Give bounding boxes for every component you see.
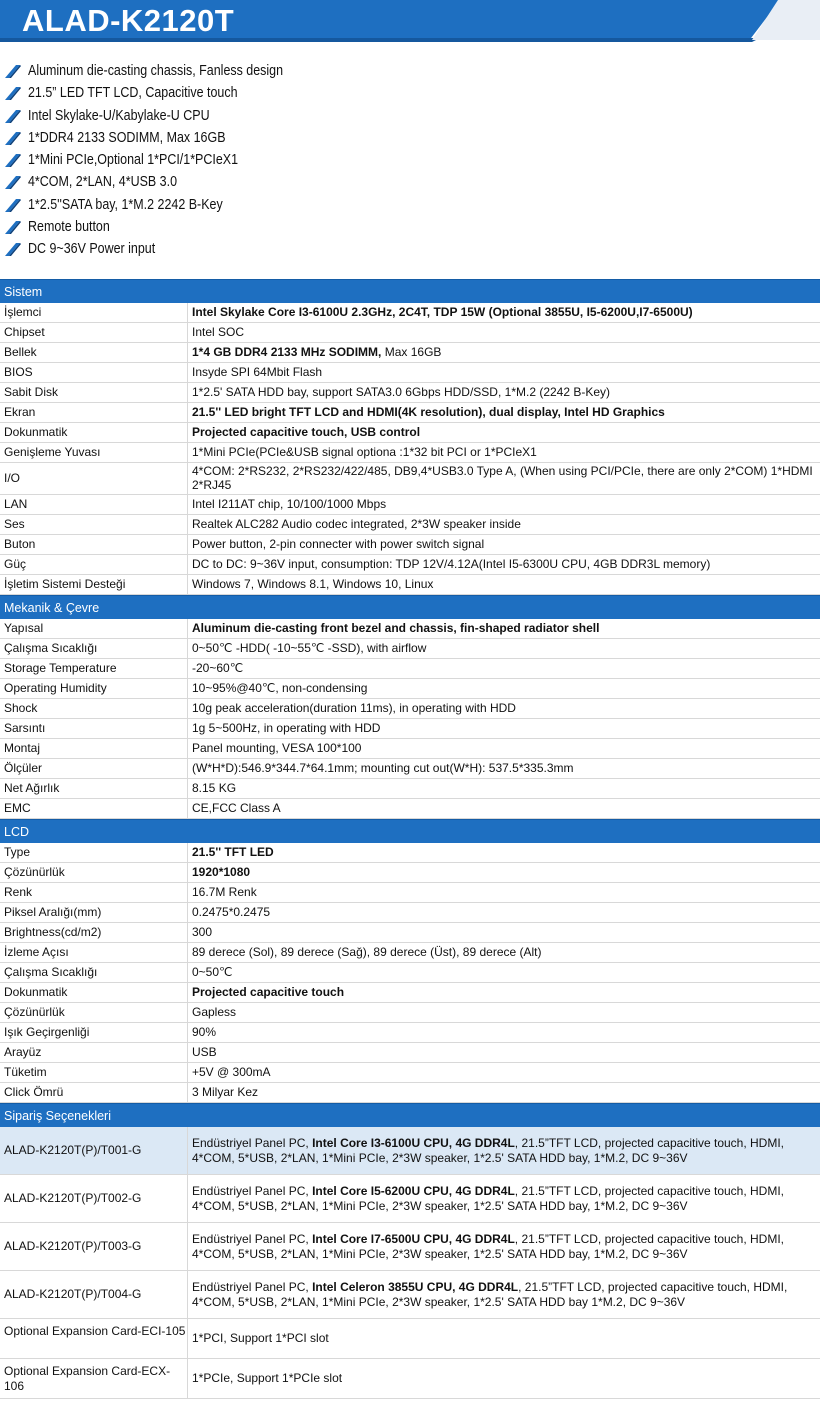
spec-label: Ölçüler <box>0 759 188 778</box>
spec-value <box>188 779 820 798</box>
feature-text: Aluminum die-casting chassis, Fanless design <box>28 63 284 79</box>
order-desc-rest: , 21.5”TFT LCD, projected capacitive touch, HDMI, 4*COM, 5*USB, 2*LAN, 1*Mini PCIe, 2*3W speaker, 1*2.5' SATA HDD bay, 1*M.2, DC 9~36V <box>192 1232 785 1261</box>
spec-value <box>188 983 820 1002</box>
order-desc-prefix: Endüstriyel Panel PC, <box>192 1232 313 1246</box>
table-row <box>0 323 820 343</box>
spec-value <box>188 1043 820 1062</box>
spec-value-text: Panel mounting, VESA 100*100 <box>192 741 362 755</box>
table-row <box>0 535 820 555</box>
spec-label: Dokunmatik <box>0 983 188 1002</box>
spec-label: Brightness(cd/m2) <box>0 923 188 942</box>
spec-label: LAN <box>0 495 188 514</box>
option-code: Optional Expansion Card-ECI-105 <box>0 1319 188 1358</box>
table-row <box>0 639 820 659</box>
feature-item <box>0 216 820 238</box>
spec-value <box>188 923 820 942</box>
spec-value <box>188 883 820 902</box>
feature-text: Intel Skylake-U/Kabylake-U CPU <box>28 107 210 124</box>
spec-label: Işık Geçirgenliği <box>0 1023 188 1042</box>
spec-label: Yapısal <box>0 619 188 638</box>
spec-label: Ekran <box>0 403 188 422</box>
table-row <box>0 1083 820 1103</box>
spec-label: Arayüz <box>0 1043 188 1062</box>
spec-value-text: DC to DC: 9~36V input, consumption: TDP 12V/4.12A(Intel I5-6300U CPU, 4GB DDR3L memory) <box>192 557 711 571</box>
spec-value-bold: Aluminum die-casting front bezel and chassis, fin-shaped radiator shell <box>192 621 600 635</box>
order-description <box>188 1175 820 1222</box>
spec-label: BIOS <box>0 363 188 382</box>
feature-item <box>0 149 820 171</box>
table-row <box>0 943 820 963</box>
table-row <box>0 863 820 883</box>
order-row <box>0 1127 820 1175</box>
order-description <box>188 1223 820 1270</box>
slash-icon <box>4 152 22 168</box>
spec-label: Buton <box>0 535 188 554</box>
spec-label: Sabit Disk <box>0 383 188 402</box>
slash-icon <box>4 108 22 124</box>
table-row <box>0 963 820 983</box>
order-code: ALAD-K2120T(P)/T002-G <box>0 1175 188 1222</box>
order-row <box>0 1223 820 1271</box>
slash-icon <box>4 219 22 235</box>
table-row <box>0 759 820 779</box>
spec-label: İzleme Açısı <box>0 943 188 962</box>
order-desc-prefix: Endüstriyel Panel PC, <box>192 1136 313 1150</box>
spec-label: Çözünürlük <box>0 863 188 882</box>
order-row <box>0 1271 820 1319</box>
spec-value <box>188 495 820 514</box>
spec-value <box>188 903 820 922</box>
table-row <box>0 343 820 363</box>
order-desc-prefix: Endüstriyel Panel PC, <box>192 1184 313 1198</box>
slash-icon <box>4 241 22 257</box>
spec-value-text: 16.7M Renk <box>192 885 257 899</box>
spec-value <box>188 535 820 554</box>
spec-value <box>188 699 820 718</box>
feature-text: Remote button <box>28 219 110 236</box>
feature-text: 4*COM, 2*LAN, 4*USB 3.0 <box>28 174 178 191</box>
spec-value <box>188 303 820 322</box>
spec-value <box>188 963 820 982</box>
feature-item <box>0 82 820 104</box>
order-desc-rest: , 21.5”TFT LCD, projected capacitive touch, HDMI, 4*COM, 5*USB, 2*LAN, 1*Mini PCIe, 2*3W speaker, 1*2.5' SATA HDD bay 1*M.2, DC 9~36V <box>192 1280 788 1309</box>
spec-value-text: Intel SOC <box>192 325 245 339</box>
table-row <box>0 463 820 495</box>
table-row <box>0 443 820 463</box>
spec-value-text: 10~95%@40℃, non-condensing <box>192 681 368 695</box>
spec-label: Chipset <box>0 323 188 342</box>
order-description <box>188 1127 820 1174</box>
order-row <box>0 1175 820 1223</box>
spec-value-text: Gapless <box>192 1005 237 1019</box>
spec-value-text: Insyde SPI 64Mbit Flash <box>192 365 323 379</box>
spec-value-text: 300 <box>192 925 213 939</box>
order-desc-cpu: Intel Core I3-6100U CPU, 4G DDR4L <box>312 1136 515 1150</box>
spec-value <box>188 659 820 678</box>
order-code: ALAD-K2120T(P)/T003-G <box>0 1223 188 1270</box>
spec-value <box>188 943 820 962</box>
spec-value <box>188 515 820 534</box>
spec-label: Genişleme Yuvası <box>0 443 188 462</box>
order-desc-cpu: Intel Celeron 3855U CPU, 4G DDR4L <box>312 1280 519 1294</box>
spec-value <box>188 575 820 594</box>
spec-value-text: -20~60℃ <box>192 661 244 675</box>
order-code: ALAD-K2120T(P)/T001-G <box>0 1127 188 1174</box>
spec-value-text: 90% <box>192 1025 217 1039</box>
spec-value-text: 8.15 KG <box>192 781 237 795</box>
spec-value <box>188 843 820 862</box>
spec-label: Storage Temperature <box>0 659 188 678</box>
table-row <box>0 719 820 739</box>
spec-value <box>188 443 820 462</box>
spec-value <box>188 403 820 422</box>
spec-value <box>188 759 820 778</box>
spec-value-text: Windows 7, Windows 8.1, Windows 10, Linux <box>192 577 434 591</box>
spec-value <box>188 1063 820 1082</box>
feature-item <box>0 171 820 193</box>
order-desc-rest: , 21.5”TFT LCD, projected capacitive touch, HDMI, 4*COM, 5*USB, 2*LAN, 1*Mini PCIe, 2*3W speaker, 1*2.5' SATA HDD bay, 1*M.2, DC 9~36V <box>192 1136 785 1165</box>
table-row <box>0 575 820 595</box>
table-row <box>0 779 820 799</box>
option-description: 1*PCI, Support 1*PCI slot <box>192 1331 329 1345</box>
order-desc-rest: , 21.5”TFT LCD, projected capacitive touch, HDMI, 4*COM, 5*USB, 2*LAN, 1*Mini PCIe, 2*3W speaker, 1*2.5' SATA HDD bay, 1*M.2, DC 9~36V <box>192 1184 785 1213</box>
option-description: 1*PCIe, Support 1*PCIe slot <box>192 1371 343 1385</box>
option-row <box>0 1319 820 1359</box>
spec-label: Güç <box>0 555 188 574</box>
spec-value <box>188 383 820 402</box>
table-row <box>0 515 820 535</box>
spec-label: İşletim Sistemi Desteği <box>0 575 188 594</box>
table-row <box>0 1003 820 1023</box>
spec-label: Dokunmatik <box>0 423 188 442</box>
table-row <box>0 1023 820 1043</box>
option-row <box>0 1359 820 1399</box>
spec-value-text: Max 16GB <box>381 345 442 359</box>
feature-text: 21.5” LED TFT LCD, Capacitive touch <box>28 85 238 102</box>
table-row <box>0 303 820 323</box>
spec-value-text: 0.2475*0.2475 <box>192 905 271 919</box>
spec-value <box>188 799 820 818</box>
spec-label: Net Ağırlık <box>0 779 188 798</box>
table-row <box>0 799 820 819</box>
spec-value-text: +5V @ 300mA <box>192 1065 271 1079</box>
order-code: ALAD-K2120T(P)/T004-G <box>0 1271 188 1318</box>
spec-label: Operating Humidity <box>0 679 188 698</box>
table-row <box>0 883 820 903</box>
table-row <box>0 495 820 515</box>
section-header-sistem: Sistem <box>0 279 820 303</box>
spec-value-bold: Projected capacitive touch <box>192 985 345 999</box>
spec-value-text: Power button, 2-pin connecter with power switch signal <box>192 537 485 551</box>
table-row <box>0 699 820 719</box>
order-description <box>188 1271 820 1318</box>
slash-icon <box>4 130 22 146</box>
spec-label: Type <box>0 843 188 862</box>
spec-value <box>188 343 820 362</box>
spec-label: Çalışma Sıcaklığı <box>0 963 188 982</box>
spec-value <box>188 555 820 574</box>
spec-value-text: Intel I211AT chip, 10/100/1000 Mbps <box>192 497 387 511</box>
feature-item <box>0 194 820 216</box>
spec-value-text: 1g 5~500Hz, in operating with HDD <box>192 721 381 735</box>
spec-value-text: 1*2.5' SATA HDD bay, support SATA3.0 6Gbps HDD/SSD, 1*M.2 (2242 B-Key) <box>192 385 611 399</box>
spec-value-bold: 1920*1080 <box>192 865 251 879</box>
table-row <box>0 555 820 575</box>
table-row <box>0 619 820 639</box>
section-header-siparis: Sipariş Seçenekleri <box>0 1103 820 1127</box>
spec-value <box>188 739 820 758</box>
spec-value-bold: 1*4 GB DDR4 2133 MHz SODIMM, <box>192 345 382 359</box>
spec-value <box>188 679 820 698</box>
table-row <box>0 923 820 943</box>
spec-label: Sarsıntı <box>0 719 188 738</box>
title-banner <box>0 0 820 42</box>
spec-value <box>188 323 820 342</box>
spec-value <box>188 363 820 382</box>
spec-label: İşlemci <box>0 303 188 322</box>
table-row <box>0 983 820 1003</box>
spec-value-text: USB <box>192 1045 217 1059</box>
section-header-lcd: LCD <box>0 819 820 843</box>
spec-value-text: 0~50℃ <box>192 965 233 979</box>
spec-value-text: CE,FCC Class A <box>192 801 281 815</box>
page-title: ALAD-K2120T <box>22 3 235 38</box>
spec-label: Çalışma Sıcaklığı <box>0 639 188 658</box>
feature-item <box>0 238 820 260</box>
spec-value-text: 4*COM: 2*RS232, 2*RS232/422/485, DB9,4*USB3.0 Type A, (When using PCI/PCIe, there are only 2*COM) 1*HDMI 2*RJ45 <box>192 464 813 492</box>
spec-label: Shock <box>0 699 188 718</box>
spec-label: Çözünürlük <box>0 1003 188 1022</box>
slash-icon <box>4 63 22 79</box>
spec-value-text: (W*H*D):546.9*344.7*64.1mm; mounting cut out(W*H): 537.5*335.3mm <box>192 761 574 775</box>
table-row <box>0 659 820 679</box>
option-code: Optional Expansion Card-ECX-106 <box>0 1359 188 1398</box>
spec-value <box>188 1003 820 1022</box>
spec-value-text: 10g peak acceleration(duration 11ms), in operating with HDD <box>192 701 516 715</box>
spec-value <box>188 423 820 442</box>
table-row <box>0 903 820 923</box>
order-desc-cpu: Intel Core I5-6200U CPU, 4G DDR4L <box>312 1184 515 1198</box>
spec-value <box>188 639 820 658</box>
feature-text: 1*DDR4 2133 SODIMM, Max 16GB <box>28 129 226 146</box>
spec-label: Bellek <box>0 343 188 362</box>
spec-label: Renk <box>0 883 188 902</box>
spec-label: I/O <box>0 463 188 494</box>
spec-label: Montaj <box>0 739 188 758</box>
spec-label: Ses <box>0 515 188 534</box>
spec-label: Piksel Aralığı(mm) <box>0 903 188 922</box>
spec-value <box>188 1083 820 1102</box>
table-row <box>0 423 820 443</box>
spec-table <box>0 279 820 1399</box>
spec-value <box>188 463 820 494</box>
spec-value <box>188 619 820 638</box>
spec-value-bold: 21.5'' TFT LED <box>192 845 274 859</box>
table-row <box>0 403 820 423</box>
feature-text: 1*2.5''SATA bay, 1*M.2 2242 B-Key <box>28 196 223 213</box>
table-row <box>0 1063 820 1083</box>
spec-value <box>188 1023 820 1042</box>
feature-item <box>0 60 820 82</box>
feature-text: 1*Mini PCIe,Optional 1*PCI/1*PCIeX1 <box>28 152 239 169</box>
feature-item <box>0 105 820 127</box>
spec-value-text: Realtek ALC282 Audio codec integrated, 2*3W speaker inside <box>192 517 521 531</box>
spec-value-text: 3 Milyar Kez <box>192 1085 259 1099</box>
slash-icon <box>4 85 22 101</box>
spec-value <box>188 863 820 882</box>
spec-label: Click Ömrü <box>0 1083 188 1102</box>
table-row <box>0 363 820 383</box>
table-row <box>0 679 820 699</box>
section-header-mekanik: Mekanik & Çevre <box>0 595 820 619</box>
slash-icon <box>4 197 22 213</box>
spec-value <box>188 719 820 738</box>
spec-label: EMC <box>0 799 188 818</box>
spec-value-bold: Intel Skylake Core I3-6100U 2.3GHz, 2C4T, TDP 15W (Optional 3855U, I5-6200U,I7-6500U) <box>192 305 693 319</box>
spec-value-text: 1*Mini PCIe(PCIe&USB signal optiona :1*32 bit PCI or 1*PCIeX1 <box>192 445 537 459</box>
table-row <box>0 1043 820 1063</box>
table-row <box>0 383 820 403</box>
table-row <box>0 843 820 863</box>
spec-value-text: 0~50℃ -HDD( -10~55℃ -SSD), with airflow <box>192 641 427 655</box>
spec-value-text: 89 derece (Sol), 89 derece (Sağ), 89 derece (Üst), 89 derece (Alt) <box>192 945 542 959</box>
slash-icon <box>4 174 22 190</box>
spec-label: Tüketim <box>0 1063 188 1082</box>
order-desc-cpu: Intel Core I7-6500U CPU, 4G DDR4L <box>312 1232 515 1246</box>
feature-list <box>0 60 820 261</box>
spec-value-bold: Projected capacitive touch, USB control <box>192 425 421 439</box>
feature-item <box>0 127 820 149</box>
feature-text: DC 9~36V Power input <box>28 241 156 258</box>
order-desc-prefix: Endüstriyel Panel PC, <box>192 1280 313 1294</box>
spec-value-bold: 21.5'' LED bright TFT LCD and HDMI(4K resolution), dual display, Intel HD Graphics <box>192 405 665 419</box>
table-row <box>0 739 820 759</box>
